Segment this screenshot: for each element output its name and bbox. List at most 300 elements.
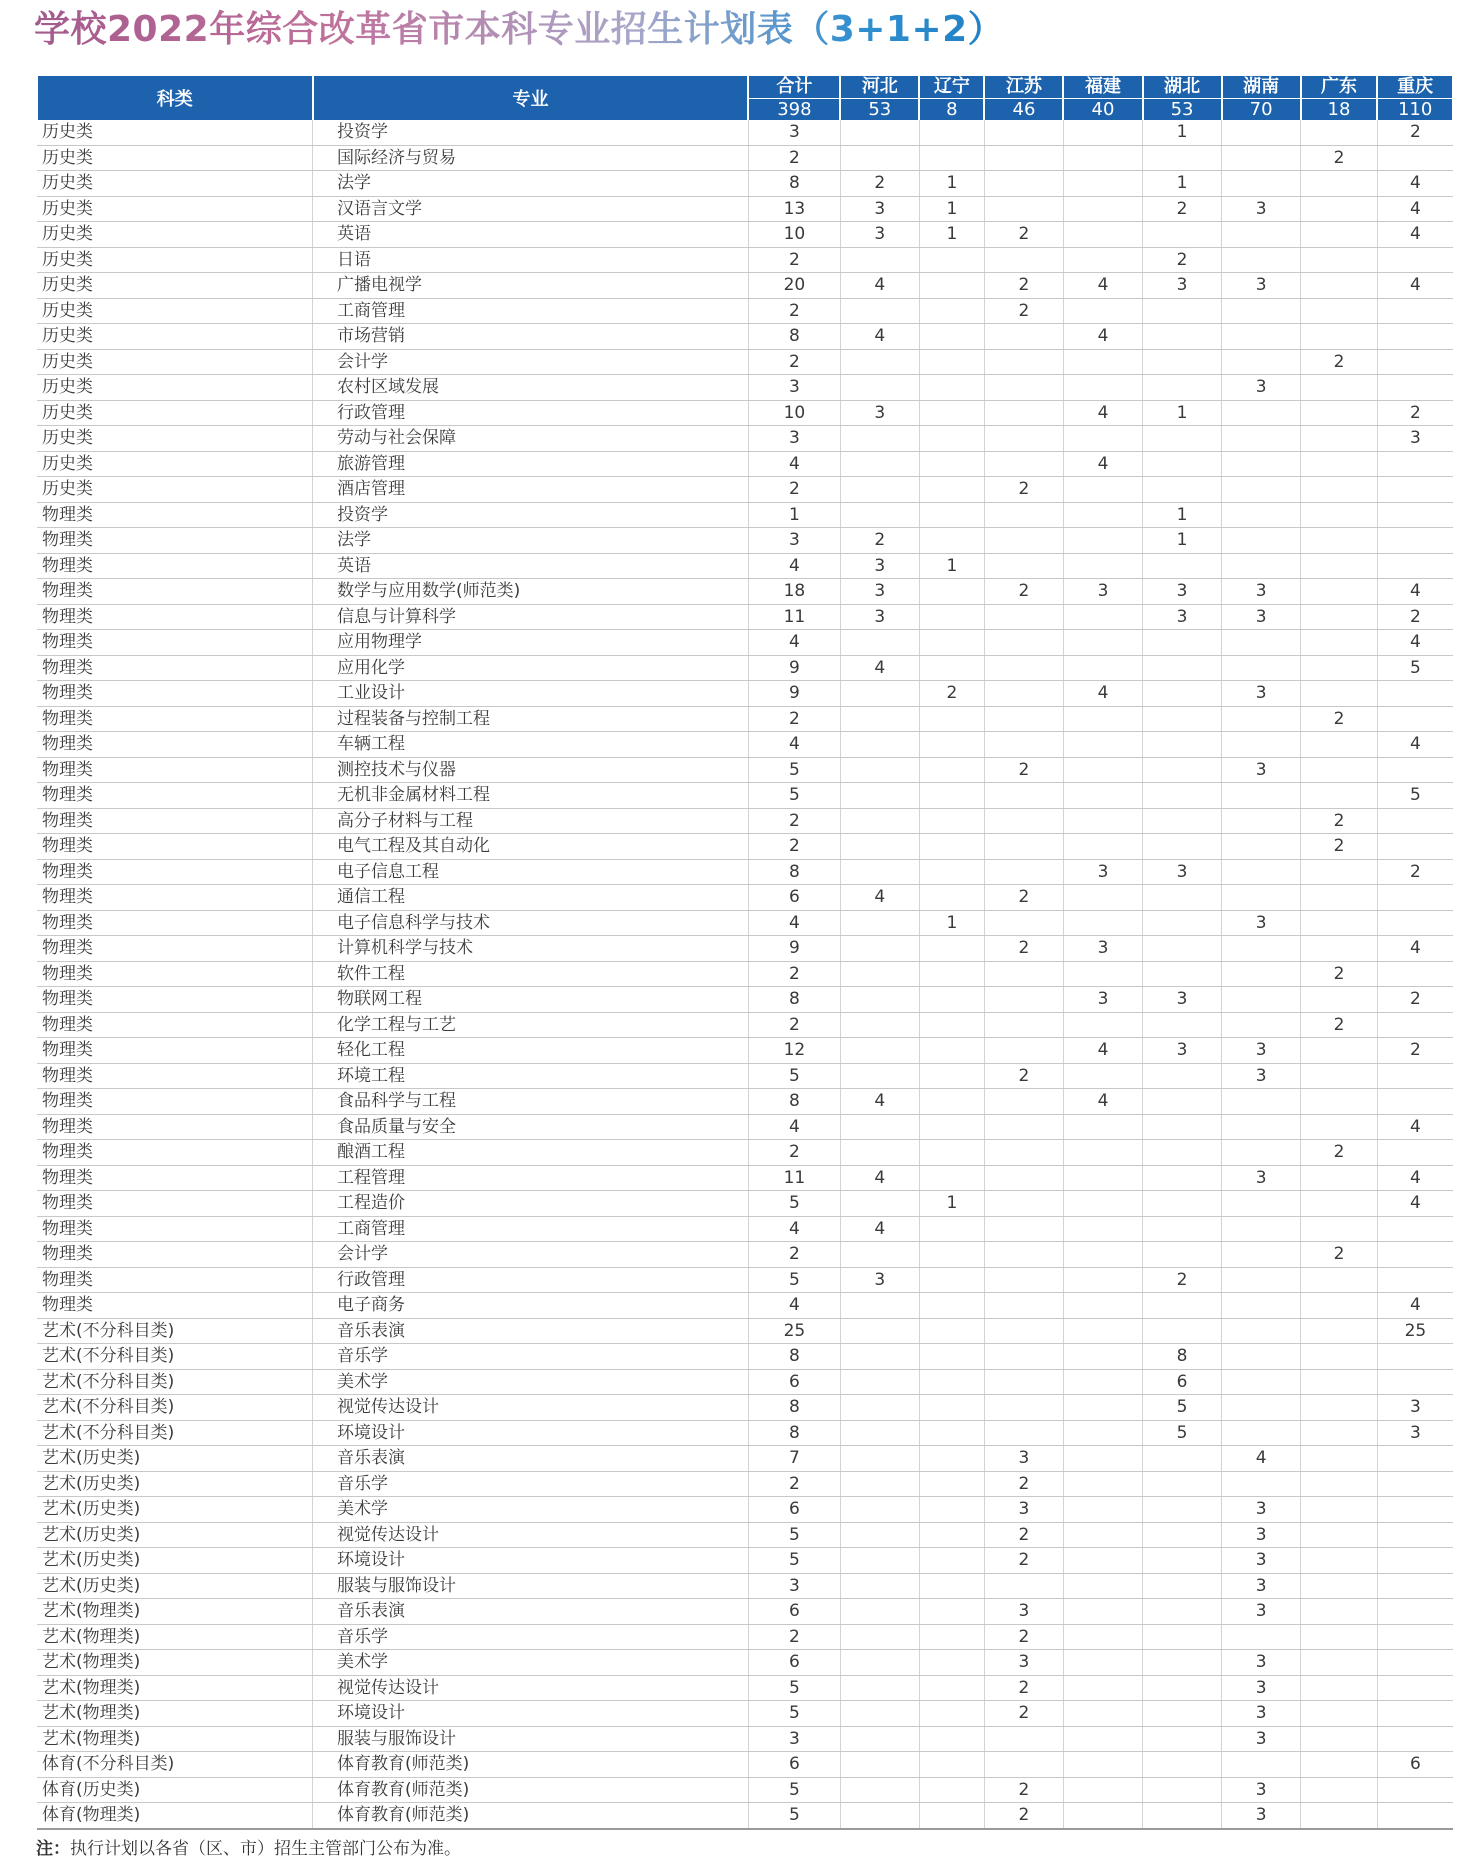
count-cell: 4	[1222, 1446, 1301, 1472]
count-cell	[1143, 936, 1222, 962]
major-cell: 美术学	[313, 1369, 749, 1395]
major-cell: 广播电视学	[313, 273, 749, 299]
count-cell: 4	[1377, 936, 1453, 962]
count-cell	[1377, 1471, 1453, 1497]
header-row-names	[37, 76, 1453, 99]
header-total-jiangsu: 46	[984, 99, 1063, 121]
count-cell	[840, 477, 919, 503]
category-cell: 物理类	[37, 630, 313, 656]
count-cell: 3	[1377, 1395, 1453, 1421]
count-cell	[984, 859, 1063, 885]
count-cell	[840, 1293, 919, 1319]
count-cell	[919, 961, 984, 987]
table-row	[37, 783, 1453, 809]
count-cell: 4	[1377, 1293, 1453, 1319]
count-cell	[984, 426, 1063, 452]
count-cell	[840, 1777, 919, 1803]
count-cell	[1063, 1420, 1142, 1446]
count-cell	[1143, 961, 1222, 987]
count-cell: 1	[919, 171, 984, 197]
count-cell: 2	[748, 247, 840, 273]
count-cell: 8	[748, 171, 840, 197]
table-row	[37, 247, 1453, 273]
count-cell	[984, 681, 1063, 707]
count-cell	[1143, 426, 1222, 452]
category-cell: 历史类	[37, 400, 313, 426]
count-cell	[1377, 145, 1453, 171]
count-cell: 4	[1377, 171, 1453, 197]
major-cell: 视觉传达设计	[313, 1522, 749, 1548]
major-cell: 工业设计	[313, 681, 749, 707]
count-cell	[1301, 1522, 1378, 1548]
category-cell: 物理类	[37, 1038, 313, 1064]
count-cell	[840, 375, 919, 401]
category-cell: 物理类	[37, 553, 313, 579]
count-cell	[840, 1446, 919, 1472]
count-cell: 1	[919, 910, 984, 936]
count-cell	[1222, 1318, 1301, 1344]
major-cell: 服装与服饰设计	[313, 1726, 749, 1752]
count-cell	[1063, 171, 1142, 197]
count-cell: 3	[1143, 273, 1222, 299]
count-cell	[1377, 961, 1453, 987]
count-cell	[1222, 1420, 1301, 1446]
count-cell: 2	[984, 1701, 1063, 1727]
count-cell	[1143, 681, 1222, 707]
count-cell	[1063, 1165, 1142, 1191]
table-row	[37, 681, 1453, 707]
major-cell: 轻化工程	[313, 1038, 749, 1064]
category-cell: 物理类	[37, 502, 313, 528]
count-cell: 10	[748, 400, 840, 426]
table-row	[37, 1293, 1453, 1319]
category-cell: 物理类	[37, 1089, 313, 1115]
count-cell: 3	[840, 1267, 919, 1293]
major-cell: 法学	[313, 528, 749, 554]
count-cell	[1222, 783, 1301, 809]
count-cell: 5	[748, 783, 840, 809]
table-row	[37, 630, 1453, 656]
count-cell	[1301, 757, 1378, 783]
count-cell: 6	[748, 1599, 840, 1625]
count-cell	[984, 1369, 1063, 1395]
count-cell	[919, 145, 984, 171]
table-body	[37, 120, 1453, 1829]
count-cell	[1063, 655, 1142, 681]
count-cell	[1063, 247, 1142, 273]
count-cell: 4	[840, 1216, 919, 1242]
category-cell: 历史类	[37, 426, 313, 452]
count-cell: 20	[748, 273, 840, 299]
count-cell	[919, 1726, 984, 1752]
count-cell: 2	[984, 1063, 1063, 1089]
count-cell: 5	[748, 1063, 840, 1089]
count-cell: 1	[748, 502, 840, 528]
count-cell	[919, 1012, 984, 1038]
count-cell	[984, 451, 1063, 477]
count-cell: 3	[1222, 1522, 1301, 1548]
count-cell: 2	[1301, 145, 1378, 171]
count-cell: 2	[984, 1803, 1063, 1829]
count-cell	[1301, 936, 1378, 962]
count-cell	[1301, 1191, 1378, 1217]
count-cell: 2	[748, 834, 840, 860]
count-cell	[1143, 1446, 1222, 1472]
table-row	[37, 1318, 1453, 1344]
count-cell	[1301, 1548, 1378, 1574]
count-cell	[840, 1650, 919, 1676]
count-cell	[1301, 1446, 1378, 1472]
count-cell: 6	[748, 1369, 840, 1395]
count-cell	[1301, 1599, 1378, 1625]
major-cell: 会计学	[313, 1242, 749, 1268]
count-cell	[1063, 298, 1142, 324]
count-cell	[1301, 324, 1378, 350]
count-cell	[1377, 375, 1453, 401]
table-row	[37, 1191, 1453, 1217]
count-cell	[1143, 1777, 1222, 1803]
count-cell	[984, 655, 1063, 681]
count-cell: 7	[748, 1446, 840, 1472]
count-cell: 2	[748, 298, 840, 324]
count-cell: 2	[1377, 859, 1453, 885]
count-cell: 4	[840, 1089, 919, 1115]
count-cell: 8	[1143, 1344, 1222, 1370]
count-cell	[840, 1063, 919, 1089]
count-cell	[840, 1599, 919, 1625]
count-cell: 3	[840, 604, 919, 630]
category-cell: 物理类	[37, 579, 313, 605]
count-cell	[1222, 1012, 1301, 1038]
count-cell	[1143, 630, 1222, 656]
count-cell	[919, 987, 984, 1013]
count-cell: 4	[840, 1165, 919, 1191]
count-cell: 3	[1222, 196, 1301, 222]
count-cell	[984, 1726, 1063, 1752]
count-cell	[919, 1701, 984, 1727]
count-cell	[1301, 1471, 1378, 1497]
category-cell: 物理类	[37, 808, 313, 834]
count-cell	[840, 681, 919, 707]
count-cell	[1301, 1318, 1378, 1344]
count-cell	[1301, 1752, 1378, 1778]
count-cell	[1222, 477, 1301, 503]
count-cell	[840, 247, 919, 273]
count-cell	[1143, 349, 1222, 375]
count-cell	[840, 1701, 919, 1727]
major-cell: 美术学	[313, 1650, 749, 1676]
count-cell	[984, 706, 1063, 732]
table-row	[37, 604, 1453, 630]
major-cell: 行政管理	[313, 1267, 749, 1293]
count-cell	[1377, 1726, 1453, 1752]
count-cell	[840, 1038, 919, 1064]
count-cell	[1143, 1675, 1222, 1701]
count-cell: 2	[1143, 247, 1222, 273]
major-cell: 英语	[313, 222, 749, 248]
count-cell: 2	[748, 961, 840, 987]
count-cell	[1063, 783, 1142, 809]
count-cell: 3	[1143, 859, 1222, 885]
table-row	[37, 120, 1453, 145]
count-cell	[1222, 1395, 1301, 1421]
count-cell	[919, 1522, 984, 1548]
count-cell	[919, 1446, 984, 1472]
count-cell	[1301, 579, 1378, 605]
count-cell	[1377, 1522, 1453, 1548]
count-cell	[919, 1573, 984, 1599]
count-cell	[1222, 349, 1301, 375]
count-cell	[840, 145, 919, 171]
count-cell: 12	[748, 1038, 840, 1064]
count-cell	[919, 1242, 984, 1268]
count-cell: 3	[840, 579, 919, 605]
count-cell	[840, 502, 919, 528]
major-cell: 视觉传达设计	[313, 1395, 749, 1421]
category-cell: 物理类	[37, 783, 313, 809]
count-cell	[1063, 222, 1142, 248]
table-row	[37, 1701, 1453, 1727]
major-cell: 无机非金属材料工程	[313, 783, 749, 809]
count-cell	[1063, 961, 1142, 987]
count-cell: 2	[1377, 400, 1453, 426]
count-cell	[984, 1420, 1063, 1446]
table-row	[37, 375, 1453, 401]
table-row	[37, 579, 1453, 605]
count-cell	[1143, 1191, 1222, 1217]
count-cell: 3	[1222, 910, 1301, 936]
count-cell: 2	[1301, 1242, 1378, 1268]
major-cell: 化学工程与工艺	[313, 1012, 749, 1038]
table-row	[37, 1777, 1453, 1803]
count-cell	[1377, 706, 1453, 732]
category-cell: 物理类	[37, 936, 313, 962]
count-cell	[1222, 987, 1301, 1013]
table-row	[37, 145, 1453, 171]
count-cell: 2	[748, 706, 840, 732]
count-cell	[1222, 885, 1301, 911]
count-cell	[1063, 1599, 1142, 1625]
count-cell	[1301, 1344, 1378, 1370]
count-cell	[1143, 1548, 1222, 1574]
table-row	[37, 1752, 1453, 1778]
table-row	[37, 1140, 1453, 1166]
count-cell	[1301, 1803, 1378, 1829]
table-row	[37, 1446, 1453, 1472]
count-cell	[840, 1344, 919, 1370]
count-cell	[984, 528, 1063, 554]
count-cell	[1222, 1267, 1301, 1293]
count-cell: 3	[1063, 987, 1142, 1013]
count-cell	[984, 1114, 1063, 1140]
count-cell: 8	[748, 859, 840, 885]
count-cell	[1143, 145, 1222, 171]
category-cell: 物理类	[37, 732, 313, 758]
count-cell	[1063, 528, 1142, 554]
count-cell: 3	[1063, 936, 1142, 962]
table-row	[37, 1242, 1453, 1268]
major-cell: 农村区域发展	[313, 375, 749, 401]
count-cell	[919, 834, 984, 860]
count-cell: 8	[748, 324, 840, 350]
count-cell	[1377, 1242, 1453, 1268]
count-cell	[1222, 655, 1301, 681]
count-cell	[1063, 145, 1142, 171]
count-cell	[919, 528, 984, 554]
count-cell	[1222, 834, 1301, 860]
count-cell	[1063, 1624, 1142, 1650]
count-cell	[1063, 1191, 1142, 1217]
count-cell	[1143, 783, 1222, 809]
major-cell: 物联网工程	[313, 987, 749, 1013]
count-cell	[984, 1267, 1063, 1293]
count-cell: 4	[1377, 1191, 1453, 1217]
table-row	[37, 451, 1453, 477]
count-cell	[840, 910, 919, 936]
major-cell: 音乐表演	[313, 1599, 749, 1625]
count-cell	[1377, 1497, 1453, 1523]
category-cell: 历史类	[37, 451, 313, 477]
category-cell: 物理类	[37, 1140, 313, 1166]
count-cell: 2	[1377, 604, 1453, 630]
count-cell	[1143, 1803, 1222, 1829]
category-cell: 艺术(物理类)	[37, 1599, 313, 1625]
major-cell: 电子商务	[313, 1293, 749, 1319]
count-cell	[1143, 834, 1222, 860]
table-row	[37, 324, 1453, 350]
count-cell	[1143, 477, 1222, 503]
count-cell	[1301, 247, 1378, 273]
count-cell	[1377, 1675, 1453, 1701]
count-cell	[1063, 706, 1142, 732]
count-cell	[919, 808, 984, 834]
count-cell: 3	[984, 1446, 1063, 1472]
major-cell: 会计学	[313, 349, 749, 375]
major-cell: 体育教育(师范类)	[313, 1803, 749, 1829]
count-cell: 2	[1377, 120, 1453, 145]
count-cell: 6	[748, 1752, 840, 1778]
major-cell: 行政管理	[313, 400, 749, 426]
count-cell: 3	[1222, 1548, 1301, 1574]
header-col-hunan: 湖南	[1222, 76, 1301, 99]
category-cell: 艺术(历史类)	[37, 1497, 313, 1523]
count-cell	[919, 1063, 984, 1089]
count-cell	[919, 1675, 984, 1701]
count-cell: 6	[748, 1650, 840, 1676]
count-cell	[1301, 400, 1378, 426]
table-row	[37, 553, 1453, 579]
count-cell: 4	[1377, 1165, 1453, 1191]
count-cell	[1063, 1675, 1142, 1701]
count-cell: 3	[1143, 579, 1222, 605]
count-cell	[919, 120, 984, 145]
count-cell	[919, 604, 984, 630]
count-cell	[1301, 528, 1378, 554]
count-cell	[1143, 1242, 1222, 1268]
major-cell: 市场营销	[313, 324, 749, 350]
count-cell	[1377, 1599, 1453, 1625]
count-cell	[1222, 859, 1301, 885]
count-cell	[840, 1522, 919, 1548]
count-cell	[1377, 1216, 1453, 1242]
count-cell	[840, 1624, 919, 1650]
table-row	[37, 1420, 1453, 1446]
header-col-hubei: 湖北	[1143, 76, 1222, 99]
count-cell	[919, 1599, 984, 1625]
count-cell	[1063, 1318, 1142, 1344]
count-cell	[1063, 502, 1142, 528]
count-cell	[919, 324, 984, 350]
count-cell	[1143, 1293, 1222, 1319]
header-total-all: 398	[748, 99, 840, 121]
count-cell	[1222, 1140, 1301, 1166]
count-cell	[1222, 808, 1301, 834]
count-cell	[1063, 1803, 1142, 1829]
count-cell: 4	[748, 1114, 840, 1140]
category-cell: 物理类	[37, 1242, 313, 1268]
count-cell	[1301, 655, 1378, 681]
category-cell: 物理类	[37, 604, 313, 630]
count-cell	[984, 1012, 1063, 1038]
table-row	[37, 706, 1453, 732]
count-cell	[1301, 1650, 1378, 1676]
count-cell	[840, 1548, 919, 1574]
count-cell	[1063, 732, 1142, 758]
count-cell	[840, 1012, 919, 1038]
count-cell	[919, 1420, 984, 1446]
count-cell	[1301, 1063, 1378, 1089]
count-cell	[840, 859, 919, 885]
count-cell: 2	[748, 145, 840, 171]
footnote-text: 执行计划以各省（区、市）招生主管部门公布为准。	[70, 1839, 461, 1859]
count-cell	[1143, 706, 1222, 732]
count-cell: 5	[1377, 655, 1453, 681]
count-cell	[1222, 1191, 1301, 1217]
count-cell	[840, 630, 919, 656]
count-cell: 3	[840, 400, 919, 426]
count-cell: 6	[748, 1497, 840, 1523]
count-cell	[1301, 1624, 1378, 1650]
category-cell: 艺术(历史类)	[37, 1548, 313, 1574]
category-cell: 体育(物理类)	[37, 1803, 313, 1829]
count-cell	[1143, 1701, 1222, 1727]
table-row	[37, 1624, 1453, 1650]
count-cell	[984, 1038, 1063, 1064]
count-cell	[1301, 273, 1378, 299]
category-cell: 艺术(不分科目类)	[37, 1318, 313, 1344]
count-cell: 2	[919, 681, 984, 707]
count-cell: 4	[1063, 273, 1142, 299]
count-cell: 2	[984, 1471, 1063, 1497]
count-cell	[984, 145, 1063, 171]
count-cell: 4	[748, 451, 840, 477]
count-cell: 2	[984, 579, 1063, 605]
major-cell: 音乐学	[313, 1344, 749, 1370]
count-cell	[1377, 553, 1453, 579]
count-cell	[984, 1165, 1063, 1191]
header-col-liaoning: 辽宁	[919, 76, 984, 99]
count-cell	[1377, 808, 1453, 834]
count-cell: 5	[748, 1803, 840, 1829]
count-cell	[919, 732, 984, 758]
count-cell	[1222, 1344, 1301, 1370]
count-cell	[919, 1650, 984, 1676]
major-cell: 酒店管理	[313, 477, 749, 503]
count-cell: 2	[984, 273, 1063, 299]
count-cell	[984, 553, 1063, 579]
count-cell	[1377, 834, 1453, 860]
category-cell: 艺术(物理类)	[37, 1624, 313, 1650]
